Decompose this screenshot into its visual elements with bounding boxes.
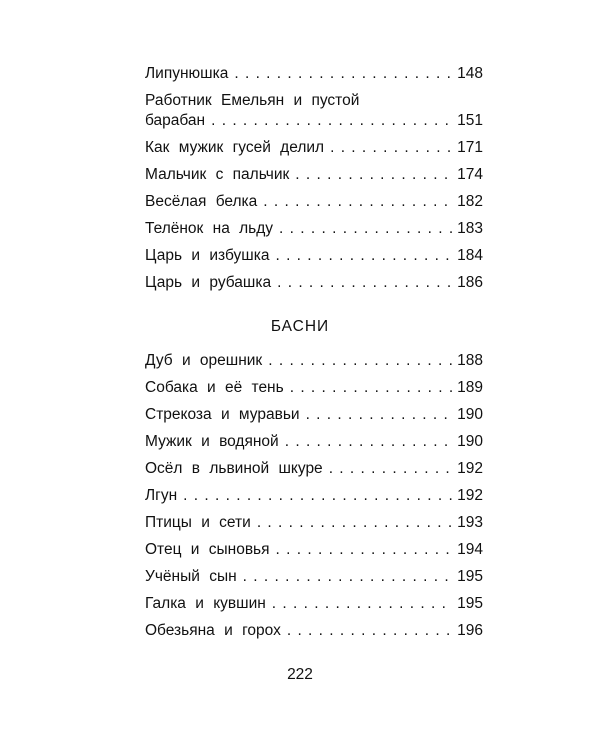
toc-entry-title: Дуб и орешник bbox=[145, 352, 263, 369]
toc-entry-title: Мужик и водяной bbox=[145, 433, 279, 450]
toc-entry bbox=[145, 486, 483, 506]
toc-entry-title: Галка и кувшин bbox=[145, 595, 266, 612]
dot-leader bbox=[268, 351, 453, 371]
toc-entry bbox=[145, 594, 483, 614]
toc-entry-title: Липунюшка bbox=[145, 65, 229, 82]
toc-entry-page: 182 bbox=[457, 193, 483, 210]
toc-entry bbox=[145, 246, 483, 266]
toc-entry-title: Царь и рубашка bbox=[145, 274, 272, 291]
dot-leader bbox=[243, 567, 453, 587]
toc-entry-page: 183 bbox=[457, 220, 483, 237]
table-of-contents-stories bbox=[145, 64, 483, 300]
toc-entry-title: Собака и её тень bbox=[145, 379, 284, 396]
dot-leader bbox=[276, 540, 454, 560]
toc-entry-page: 186 bbox=[457, 274, 483, 291]
toc-entry bbox=[145, 405, 483, 425]
dot-leader bbox=[295, 165, 453, 185]
toc-entry-page: 196 bbox=[457, 622, 483, 639]
toc-entry-title: Мальчик с пальчик bbox=[145, 166, 290, 183]
toc-entry-page: 174 bbox=[457, 166, 483, 183]
toc-entry-page: 184 bbox=[457, 247, 483, 264]
toc-entry bbox=[145, 540, 483, 560]
dot-leader bbox=[306, 405, 454, 425]
toc-entry-title: Обезьяна и горох bbox=[145, 622, 281, 639]
toc-entry bbox=[145, 138, 483, 158]
toc-entry bbox=[145, 432, 483, 452]
toc-entry bbox=[145, 219, 483, 239]
dot-leader bbox=[275, 246, 453, 266]
toc-entry bbox=[145, 273, 483, 293]
dot-leader bbox=[285, 432, 453, 452]
dot-leader bbox=[279, 219, 453, 239]
toc-entry bbox=[145, 513, 483, 533]
toc-entry bbox=[145, 567, 483, 587]
toc-entry-page: 192 bbox=[457, 487, 483, 504]
toc-entry bbox=[145, 91, 483, 131]
dot-leader bbox=[234, 64, 453, 84]
dot-leader bbox=[329, 459, 453, 479]
toc-entry-page: 171 bbox=[457, 139, 483, 156]
toc-entry-title: Телёнок на льду bbox=[145, 220, 274, 237]
toc-entry-page: 194 bbox=[457, 541, 483, 558]
toc-entry-title: Птицы и сети bbox=[145, 514, 251, 531]
dot-leader bbox=[272, 594, 453, 614]
dot-leader bbox=[290, 378, 453, 398]
toc-entry-title: Весёлая белка bbox=[145, 193, 258, 210]
dot-leader bbox=[211, 111, 453, 131]
toc-entry-title: Лгун bbox=[145, 487, 178, 504]
dot-leader bbox=[183, 486, 453, 506]
toc-entry bbox=[145, 165, 483, 185]
section-heading: БАСНИ bbox=[270, 318, 330, 335]
toc-entry bbox=[145, 378, 483, 398]
toc-entry-page: 195 bbox=[457, 595, 483, 612]
dot-leader bbox=[257, 513, 453, 533]
toc-entry-page: 189 bbox=[457, 379, 483, 396]
toc-entry bbox=[145, 351, 483, 371]
page-number: 222 bbox=[287, 666, 313, 683]
toc-entry-title: Стрекоза и муравьи bbox=[145, 406, 300, 423]
toc-entry-page: 188 bbox=[457, 352, 483, 369]
dot-leader bbox=[263, 192, 453, 212]
toc-entry-page: 192 bbox=[457, 460, 483, 477]
toc-entry-last-line bbox=[145, 111, 483, 131]
table-of-contents-fables bbox=[145, 351, 483, 648]
toc-entry-title: Учёный сын bbox=[145, 568, 237, 585]
toc-entry-title-line1: Работник Емельян и пустой bbox=[145, 92, 360, 109]
toc-entry bbox=[145, 621, 483, 641]
toc-entry-page: 190 bbox=[457, 406, 483, 423]
toc-entry-page: 193 bbox=[457, 514, 483, 531]
toc-entry-title: Осёл в львиной шкуре bbox=[145, 460, 323, 477]
toc-entry-page: 190 bbox=[457, 433, 483, 450]
toc-entry-title: Как мужик гусей делил bbox=[145, 139, 325, 156]
toc-entry-title: Царь и избушка bbox=[145, 247, 270, 264]
dot-leader bbox=[277, 273, 453, 293]
toc-entry-page: 195 bbox=[457, 568, 483, 585]
toc-entry-title-line2: барабан bbox=[145, 112, 206, 129]
toc-entry bbox=[145, 459, 483, 479]
toc-entry-page: 151 bbox=[457, 112, 483, 129]
toc-entry bbox=[145, 192, 483, 212]
toc-entry bbox=[145, 64, 483, 84]
dot-leader bbox=[330, 138, 453, 158]
toc-entry-page: 148 bbox=[457, 65, 483, 82]
toc-entry-title: Отец и сыновья bbox=[145, 541, 270, 558]
dot-leader bbox=[287, 621, 453, 641]
